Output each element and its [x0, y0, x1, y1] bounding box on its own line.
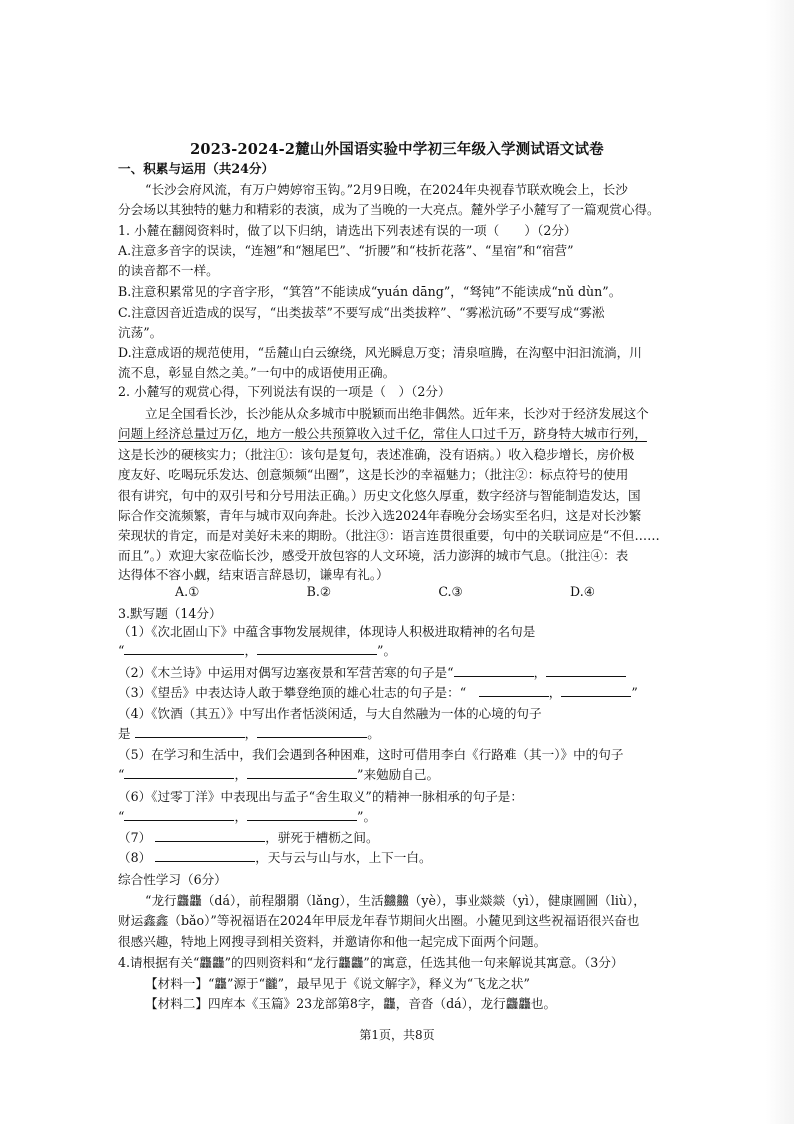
question-1-stem: 1. 小麓在翻阅资料时，做了以下归纳，请选出下列表述有误的一项（ ）（2分）	[118, 223, 577, 238]
question-3-item-7	[118, 829, 678, 846]
section-heading: 综合性学习（6分）	[118, 872, 227, 887]
material-2: 【材料二】四库本《玉篇》23龙部第8字，龘，音沓（dá），龙行龘龘也。	[145, 996, 557, 1011]
punct: ”。	[377, 643, 397, 658]
question-3-item-4-blanks: 是 ， 。	[118, 726, 380, 741]
question-3-item-5: （5）在学习和生活中，我们会遇到各种困难，这时可借用李白《行路难（其一）》中的句子	[118, 747, 624, 762]
integrated-line: 很感兴趣，特地上网搜寻到相关资料，并邀请你和他一起完成下面两个问题。	[118, 934, 547, 949]
passage-line: 这是长沙的硬核实力；（批注①：该句是复句，表述准确，没有语病。）收入稳步增长，房价极	[118, 447, 635, 462]
page-edge-shadow	[766, 0, 794, 1124]
answer-blank[interactable]	[454, 664, 534, 677]
answer-blank[interactable]	[247, 766, 357, 779]
passage-line: 立足全国看长沙，长沙能从众多城市中脱颖而出绝非偶然。近年来，长沙对于经济发展这个	[145, 406, 649, 421]
question-3-item-2: （2）《木兰诗》中运用对偶写边塞夜景和军营苦寒的句子是“ ，	[118, 664, 678, 681]
option-a: A.①	[175, 584, 200, 599]
answer-blank[interactable]	[257, 725, 367, 738]
answer-blank[interactable]	[135, 725, 245, 738]
passage-line: 很有讲究，句中的双引号和分号用法正确。）历史文化悠久厚重，数字经济与智能制造发达，国	[118, 488, 641, 503]
material-1: 【材料一】“龘”源于“龖”，最早见于《说文解字》，释义为“飞龙之状”	[145, 976, 530, 991]
answer-blank[interactable]	[124, 642, 244, 655]
option-c: C.③	[438, 584, 463, 599]
item-text: 是	[118, 726, 131, 741]
question-3-item-6: （6）《过零丁洋》中表现出与孟子“舍生取义”的精神一脉相承的句子是：	[118, 789, 523, 804]
answer-blank[interactable]	[247, 808, 357, 821]
passage-line: 问题上经济总量过万亿，地方一般公共预算收入过千亿，常住人口过千万，跻身特大城市行列，	[118, 426, 647, 441]
answer-blank[interactable]	[546, 664, 626, 677]
passage-line: 而且”。）欢迎大家莅临长沙，感受开放包容的人文环境，活力澎湃的城市气息。（批注④：表	[118, 548, 629, 563]
question-4-stem: 4.请根据有关“龘龘”的四则资料和“龙行龘龘”的寓意，任选其他一句来解说其寓意。（3分）	[118, 955, 624, 970]
integrated-line: “龙行龘龘（dá），前程朤朤（lǎng），生活䲜䲜（yè），事业燚燚（yì），健康圌圌（liù），	[145, 893, 646, 908]
question-2-stem: 2. 小麓写的观赏心得，下列说法有误的一项是（ ）（2分）	[118, 384, 451, 399]
punct: ”来勉励自己。	[357, 767, 440, 782]
passage-line: 度友好、吃喝玩乐发达、创意频频“出圈”，这是长沙的幸福魅力；（批注②：标点符号的使用	[118, 467, 629, 482]
option-d: D.④	[570, 584, 595, 599]
passage-line: 际合作交流频繁，青年与城市双向奔赴。长沙入选2024年春晚分会场实至名归，这是对长沙繁	[118, 508, 642, 523]
question-1-option-c: C.注意因音近造成的误写，“出类拔萃”不要写成“出类拔粹”、“雾凇沆砀”不要写成“雾淞	[118, 305, 605, 320]
answer-blank[interactable]	[155, 829, 265, 842]
answer-blank[interactable]	[257, 642, 377, 655]
question-3-item-8	[118, 849, 678, 866]
item-text: （8）	[118, 850, 152, 865]
question-2-options	[175, 584, 595, 599]
answer-blank[interactable]	[479, 684, 549, 697]
question-3-heading: 3.默写题（14分）	[118, 606, 222, 621]
answer-blank[interactable]	[124, 766, 234, 779]
question-1-option-a: A.注意多音字的误读，“连翘”和“翘尾巴”、“折腰”和“枝折花落”、“星宿”和“宿营”	[118, 243, 574, 258]
intro-line: 分会场以其独特的魅力和精彩的表演，成为了当晚的一大亮点。麓外学子小麓写了一篇观赏心得。	[118, 202, 660, 217]
item-text: ，骈死于槽枥之间。	[265, 830, 379, 845]
item-text: （7）	[118, 830, 152, 845]
page-title: 2023-2024-2麓山外国语实验中学初三年级入学测试语文试卷	[190, 141, 604, 158]
question-1-option-a: 的读音都不一样。	[118, 263, 219, 278]
passage-line: 达得体不容小觑，结束语言辞恳切，谦卑有礼。）	[118, 567, 389, 582]
question-1-option-b: B.注意积累常见的字音字形，“箕笤”不能读成“yuán dāng”，“驽钝”不能读成“nǔ dùn”。	[118, 284, 622, 299]
item-text: ，天与云与山与水，上下一白。	[255, 850, 432, 865]
punct: ”。	[357, 809, 377, 824]
passage-line: 荣现状的肯定，而是对美好未来的期盼。（批注③：语言连贯很重要，句中的关联词应是“不但……	[118, 528, 660, 543]
item-text: （3）《望岳》中表达诗人敢于攀登绝顶的雄心壮志的句子是：“	[118, 685, 467, 700]
answer-blank[interactable]	[561, 684, 631, 697]
answer-blank[interactable]	[155, 849, 255, 862]
answer-blank[interactable]	[124, 808, 234, 821]
option-b: B.②	[306, 584, 332, 599]
question-3-item-1: （1）《次北固山下》中蕴含事物发展规律，体现诗人积极进取精神的名句是	[118, 624, 536, 639]
intro-line: “长沙会府风流，有万户娉婷帘玉钩。”2月9日晚，在2024年央视春节联欢晚会上，长沙	[145, 182, 628, 197]
question-1-option-d: 流不息，彰显自然之美。”一句中的成语使用正确。	[118, 365, 396, 380]
question-3-item-4: （4）《饮酒（其五）》中写出作者恬淡闲适，与大自然融为一体的心境的句子	[118, 706, 542, 721]
section-heading: 一、积累与运用（共24分）	[118, 161, 275, 176]
question-3-item-1-blanks: “ ， ”。	[118, 643, 397, 658]
question-3-item-3: （3）《望岳》中表达诗人敢于攀登绝顶的雄心壮志的句子是：“ ， ”	[118, 685, 638, 700]
question-3-item-5-blanks: “ ， ”来勉励自己。	[118, 767, 440, 782]
page-footer: 第1页，共8页	[359, 1028, 435, 1042]
item-text: （2）《木兰诗》中运用对偶写边塞夜景和军营苦寒的句子是“	[118, 665, 454, 680]
question-3-item-6-blanks: “ ， ”。	[118, 809, 377, 824]
question-1-option-d: D.注意成语的规范使用，“岳麓山白云缭绕，风光瞬息万变；清泉喧腾，在沟壑中汩汩流淌，川	[118, 345, 642, 360]
question-1-option-c: 沆荡”。	[118, 325, 163, 340]
integrated-line: 财运鑫鑫（bǎo）”等祝福语在2024年甲辰龙年春节期间火出圈。小麓见到这些祝福语很兴奋也	[118, 913, 640, 928]
